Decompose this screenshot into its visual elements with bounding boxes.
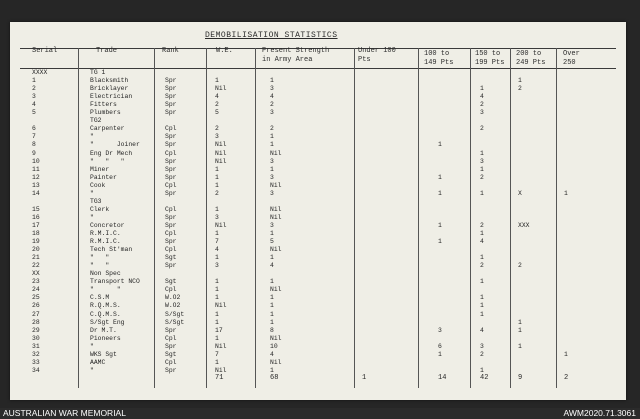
- rank-cell: Cpl: [165, 125, 177, 133]
- pts-200-249-cell: 2: [518, 262, 522, 270]
- serial-cell: 13: [32, 181, 40, 189]
- table-row: [10, 150, 626, 158]
- rank-cell: W.O2: [165, 294, 181, 302]
- table-row: [10, 262, 626, 270]
- trade-cell: ": [90, 213, 94, 221]
- serial-cell: 16: [32, 213, 40, 221]
- header-100-149: 100 to 149 Pts: [424, 50, 454, 67]
- pts-150-199-cell: 3: [480, 342, 484, 350]
- strength-cell: Nil: [270, 358, 282, 366]
- serial-cell: 25: [32, 294, 40, 302]
- serial-cell: 11: [32, 165, 40, 173]
- serial-cell: 31: [32, 342, 40, 350]
- table-row: [10, 230, 626, 238]
- we-cell: 1: [215, 286, 219, 294]
- trade-cell: WKS Sgt: [90, 350, 117, 358]
- rank-cell: S/Sgt: [165, 318, 185, 326]
- trade-cell: " " ": [90, 157, 125, 165]
- we-cell: 3: [215, 133, 219, 141]
- strength-cell: 1: [270, 77, 274, 85]
- over-250-cell: 1: [564, 189, 568, 197]
- rank-cell: Spr: [165, 101, 177, 109]
- strength-cell: 1: [270, 141, 274, 149]
- strength-cell: 5: [270, 238, 274, 246]
- table-row: [10, 198, 626, 206]
- trade-cell: Miner: [90, 165, 110, 173]
- strength-cell: Nil: [270, 181, 282, 189]
- header-200-249: 200 to 249 Pts: [516, 50, 546, 67]
- rank-cell: Spr: [165, 366, 177, 374]
- pts-150-199-cell: 2: [480, 101, 484, 109]
- we-cell: Nil: [215, 141, 227, 149]
- total-150-199: 42: [480, 374, 489, 382]
- we-cell: 2: [215, 125, 219, 133]
- table-row: [10, 311, 626, 319]
- rank-cell: Spr: [165, 342, 177, 350]
- strength-cell: 1: [270, 310, 274, 318]
- rank-cell: Spr: [165, 189, 177, 197]
- table-row: [10, 158, 626, 166]
- serial-cell: 4: [32, 101, 36, 109]
- header-150-199: 150 to 199 Pts: [475, 50, 505, 67]
- serial-cell: 26: [32, 302, 40, 310]
- serial-cell: 28: [32, 318, 40, 326]
- trade-cell: Painter: [90, 173, 117, 181]
- pts-150-199-cell: 1: [480, 254, 484, 262]
- we-cell: 3: [215, 213, 219, 221]
- serial-cell: 29: [32, 326, 40, 334]
- strength-cell: 1: [270, 165, 274, 173]
- trade-cell: Dr M.T.: [90, 326, 117, 334]
- rank-cell: Spr: [165, 141, 177, 149]
- we-cell: 1: [215, 278, 219, 286]
- trade-cell: Electrician: [90, 93, 133, 101]
- table-row: [10, 69, 626, 77]
- rank-cell: Spr: [165, 173, 177, 181]
- trade-cell: AAMC: [90, 358, 106, 366]
- pts-100-149-cell: 3: [438, 326, 442, 334]
- we-cell: Nil: [215, 149, 227, 157]
- trade-cell: ": [90, 133, 94, 141]
- table-row: [10, 254, 626, 262]
- table-row: [10, 319, 626, 327]
- table-row: [10, 190, 626, 198]
- pts-150-199-cell: 2: [480, 350, 484, 358]
- trade-cell: ": [90, 189, 94, 197]
- rank-cell: Cpl: [165, 334, 177, 342]
- table-row: [10, 222, 626, 230]
- pts-200-249-cell: 1: [518, 77, 522, 85]
- serial-cell: 22: [32, 262, 40, 270]
- trade-cell: Blacksmith: [90, 77, 129, 85]
- serial-cell: 27: [32, 310, 40, 318]
- we-cell: 4: [215, 246, 219, 254]
- pts-200-249-cell: X: [518, 189, 522, 197]
- strength-cell: 4: [270, 262, 274, 270]
- strength-cell: 1: [270, 366, 274, 374]
- strength-cell: 3: [270, 221, 274, 229]
- pts-150-199-cell: 3: [480, 157, 484, 165]
- table-row: [10, 294, 626, 302]
- document-page: [10, 22, 626, 400]
- we-cell: 1: [215, 294, 219, 302]
- table-row: [10, 182, 626, 190]
- pts-100-149-cell: 1: [438, 350, 442, 358]
- strength-cell: 3: [270, 109, 274, 117]
- pts-150-199-cell: 3: [480, 109, 484, 117]
- trade-cell: " ": [90, 286, 121, 294]
- we-cell: 1: [215, 254, 219, 262]
- serial-cell: 32: [32, 350, 40, 358]
- table-row: [10, 238, 626, 246]
- strength-cell: 1: [270, 278, 274, 286]
- table-row: [10, 214, 626, 222]
- trade-cell: R.M.I.C.: [90, 238, 121, 246]
- serial-cell: 20: [32, 246, 40, 254]
- total-strength: 68: [270, 374, 279, 382]
- rank-cell: Spr: [165, 133, 177, 141]
- strength-cell: Nil: [270, 334, 282, 342]
- pts-150-199-cell: 2: [480, 262, 484, 270]
- we-cell: 2: [215, 189, 219, 197]
- rank-cell: Spr: [165, 77, 177, 85]
- serial-cell: 15: [32, 205, 40, 213]
- serial-cell: XXXX: [32, 69, 48, 76]
- trade-cell: TG 1: [90, 69, 106, 76]
- serial-cell: 34: [32, 366, 40, 374]
- strength-cell: 3: [270, 157, 274, 165]
- pts-150-199-cell: 1: [480, 165, 484, 173]
- pts-150-199-cell: 1: [480, 85, 484, 93]
- table-row: [10, 166, 626, 174]
- strength-cell: Nil: [270, 205, 282, 213]
- table-row: [10, 206, 626, 214]
- total-100-149: 14: [438, 374, 447, 382]
- serial-cell: 24: [32, 286, 40, 294]
- table-row: [10, 85, 626, 93]
- we-cell: Nil: [215, 342, 227, 350]
- pts-150-199-cell: 2: [480, 221, 484, 229]
- we-cell: 17: [215, 326, 223, 334]
- totals-row: [10, 374, 626, 382]
- pts-150-199-cell: 2: [480, 173, 484, 181]
- rank-cell: Spr: [165, 157, 177, 165]
- we-cell: 3: [215, 262, 219, 270]
- table-row: [10, 141, 626, 149]
- serial-cell: 12: [32, 173, 40, 181]
- strength-cell: Nil: [270, 213, 282, 221]
- strength-cell: 8: [270, 326, 274, 334]
- we-cell: 1: [215, 173, 219, 181]
- strength-cell: 4: [270, 93, 274, 101]
- strength-cell: 3: [270, 189, 274, 197]
- we-cell: Nil: [215, 366, 227, 374]
- pts-100-149-cell: 1: [438, 238, 442, 246]
- pts-150-199-cell: 4: [480, 238, 484, 246]
- trade-cell: Pioneers: [90, 334, 121, 342]
- pts-200-249-cell: 1: [518, 318, 522, 326]
- trade-cell: C.S.M: [90, 294, 110, 302]
- we-cell: 1: [215, 181, 219, 189]
- trade-cell: R.M.I.C.: [90, 230, 121, 237]
- strength-cell: Nil: [270, 149, 282, 157]
- header-rank: Rank: [162, 47, 179, 55]
- we-cell: 1: [215, 318, 219, 326]
- rank-cell: Cpl: [165, 230, 177, 237]
- total-200-249: 9: [518, 374, 523, 382]
- strength-cell: Nil: [270, 246, 282, 254]
- serial-cell: 21: [32, 254, 40, 262]
- serial-cell: 9: [32, 149, 36, 157]
- pts-200-249-cell: XXX: [518, 221, 530, 229]
- we-cell: 1: [215, 205, 219, 213]
- total-we: 71: [215, 374, 224, 382]
- pts-150-199-cell: 1: [480, 149, 484, 157]
- trade-cell: ": [90, 366, 94, 374]
- strength-cell: 1: [270, 302, 274, 310]
- trade-cell: C.Q.M.S.: [90, 310, 121, 318]
- serial-cell: 23: [32, 278, 40, 286]
- trade-cell: Non Spec: [90, 270, 121, 278]
- table-row: [10, 133, 626, 141]
- rank-cell: Spr: [165, 262, 177, 270]
- rank-cell: Spr: [165, 238, 177, 246]
- trade-cell: Eng Dr Mech: [90, 149, 133, 157]
- pts-200-249-cell: 1: [518, 342, 522, 350]
- serial-cell: 19: [32, 238, 40, 246]
- pts-100-149-cell: 6: [438, 342, 442, 350]
- strength-cell: 1: [270, 254, 274, 262]
- serial-cell: 17: [32, 221, 40, 229]
- table-row: [10, 117, 626, 125]
- pts-200-249-cell: 1: [518, 326, 522, 334]
- we-cell: 4: [215, 93, 219, 101]
- table-row: [10, 302, 626, 310]
- rank-cell: Cpl: [165, 181, 177, 189]
- strength-cell: 10: [270, 342, 278, 350]
- trade-cell: " Joiner: [90, 141, 140, 149]
- pts-150-199-cell: 1: [480, 302, 484, 310]
- rank-cell: Sgt: [165, 350, 177, 358]
- serial-cell: 14: [32, 189, 40, 197]
- trade-cell: Transport NCO: [90, 278, 140, 286]
- pts-150-199-cell: 2: [480, 125, 484, 133]
- rank-cell: Spr: [165, 85, 177, 93]
- trade-cell: " ": [90, 254, 110, 262]
- trade-cell: " ": [90, 262, 110, 270]
- rank-cell: W.O2: [165, 302, 181, 310]
- pts-150-199-cell: 1: [480, 310, 484, 318]
- rank-cell: Spr: [165, 326, 177, 334]
- trade-cell: S/Sgt Eng: [90, 318, 125, 326]
- header-we: W.E.: [216, 47, 233, 55]
- rank-cell: Spr: [165, 109, 177, 117]
- we-cell: 1: [215, 310, 219, 318]
- serial-cell: 5: [32, 109, 36, 117]
- footer-bar: [0, 408, 640, 419]
- serial-cell: 7: [32, 133, 36, 141]
- we-cell: 2: [215, 101, 219, 109]
- strength-cell: 1: [270, 133, 274, 141]
- serial-cell: XX: [32, 270, 40, 278]
- pts-200-249-cell: 2: [518, 85, 522, 93]
- we-cell: 1: [215, 165, 219, 173]
- rank-cell: Cpl: [165, 358, 177, 366]
- over-250-cell: 1: [564, 350, 568, 358]
- strength-cell: Nil: [270, 286, 282, 294]
- we-cell: Nil: [215, 85, 227, 93]
- rank-cell: Spr: [165, 165, 177, 173]
- table-row: [10, 270, 626, 278]
- trade-cell: Clerk: [90, 205, 110, 213]
- serial-cell: 30: [32, 334, 40, 342]
- we-cell: Nil: [215, 302, 227, 310]
- strength-cell: 2: [270, 101, 274, 109]
- table-row: [10, 327, 626, 335]
- strength-cell: 2: [270, 125, 274, 133]
- rank-cell: Cpl: [165, 149, 177, 157]
- trade-cell: Concretor: [90, 221, 125, 229]
- we-cell: 1: [215, 334, 219, 342]
- serial-cell: 6: [32, 125, 36, 133]
- total-under-100: 1: [362, 374, 367, 382]
- trade-cell: Bricklayer: [90, 85, 129, 93]
- serial-cell: 2: [32, 85, 36, 93]
- trade-cell: Cook: [90, 181, 106, 189]
- rank-cell: Sgt: [165, 278, 177, 286]
- header-over-250: Over 250: [563, 50, 580, 67]
- serial-cell: 3: [32, 93, 36, 101]
- rank-cell: Spr: [165, 213, 177, 221]
- strength-cell: 4: [270, 350, 274, 358]
- table-row: [10, 77, 626, 85]
- pts-150-199-cell: 4: [480, 326, 484, 334]
- serial-cell: 1: [32, 77, 36, 85]
- header-under-100: Under 100 Pts: [358, 47, 396, 64]
- we-cell: 1: [215, 77, 219, 85]
- rank-cell: Cpl: [165, 286, 177, 294]
- rank-cell: Cpl: [165, 246, 177, 254]
- table-row: [10, 351, 626, 359]
- strength-cell: 3: [270, 85, 274, 93]
- pts-150-199-cell: 1: [480, 189, 484, 197]
- rank-cell: Spr: [165, 221, 177, 229]
- trade-cell: Tech St'man: [90, 246, 133, 254]
- we-cell: Nil: [215, 221, 227, 229]
- trade-cell: R.Q.M.S.: [90, 302, 121, 310]
- table-row: [10, 125, 626, 133]
- rank-cell: Sgt: [165, 254, 177, 262]
- table-row: [10, 174, 626, 182]
- we-cell: 1: [215, 230, 219, 237]
- serial-cell: 10: [32, 157, 40, 165]
- pts-100-149-cell: 1: [438, 221, 442, 229]
- table-row: [10, 335, 626, 343]
- trade-cell: Plumbers: [90, 109, 121, 117]
- table-row: [10, 109, 626, 117]
- rank-cell: S/Sgt: [165, 310, 185, 318]
- pts-100-149-cell: 1: [438, 173, 442, 181]
- header-trade: Trade: [96, 47, 118, 55]
- footer-credit: AUSTRALIAN WAR MEMORIAL: [3, 408, 126, 418]
- document-title: DEMOBILISATION STATISTICS: [205, 31, 338, 40]
- serial-cell: 33: [32, 358, 40, 366]
- pts-150-199-cell: 1: [480, 294, 484, 302]
- we-cell: 5: [215, 109, 219, 117]
- strength-cell: 1: [270, 318, 274, 326]
- total-over-250: 2: [564, 374, 569, 382]
- pts-150-199-cell: 1: [480, 366, 484, 374]
- rank-cell: Spr: [165, 93, 177, 101]
- trade-cell: Carpenter: [90, 125, 125, 133]
- strength-cell: 1: [270, 294, 274, 302]
- table-row: [10, 286, 626, 294]
- pts-100-149-cell: 1: [438, 189, 442, 197]
- table-row: [10, 101, 626, 109]
- we-cell: 7: [215, 350, 219, 358]
- header-strength: Present Strength in Army Area: [262, 47, 330, 64]
- pts-150-199-cell: 1: [480, 278, 484, 286]
- table-row: [10, 343, 626, 351]
- trade-cell: Fitters: [90, 101, 117, 109]
- serial-cell: 8: [32, 141, 36, 149]
- strength-cell: 3: [270, 173, 274, 181]
- table-row: [10, 359, 626, 367]
- we-cell: 1: [215, 358, 219, 366]
- pts-150-199-cell: 4: [480, 93, 484, 101]
- table-row: [10, 93, 626, 101]
- strength-cell: 1: [270, 230, 274, 237]
- pts-100-149-cell: 1: [438, 141, 442, 149]
- trade-cell: TG2: [90, 117, 102, 125]
- header-serial: Serial: [32, 47, 58, 55]
- table-row: [10, 278, 626, 286]
- trade-cell: TG3: [90, 197, 102, 205]
- serial-cell: 18: [32, 230, 40, 237]
- we-cell: 7: [215, 238, 219, 246]
- trade-cell: ": [90, 342, 94, 350]
- pts-150-199-cell: 1: [480, 230, 484, 237]
- footer-accession-number: AWM2020.71.3061: [563, 408, 636, 418]
- rank-cell: Cpl: [165, 205, 177, 213]
- table-row: [10, 246, 626, 254]
- we-cell: Nil: [215, 157, 227, 165]
